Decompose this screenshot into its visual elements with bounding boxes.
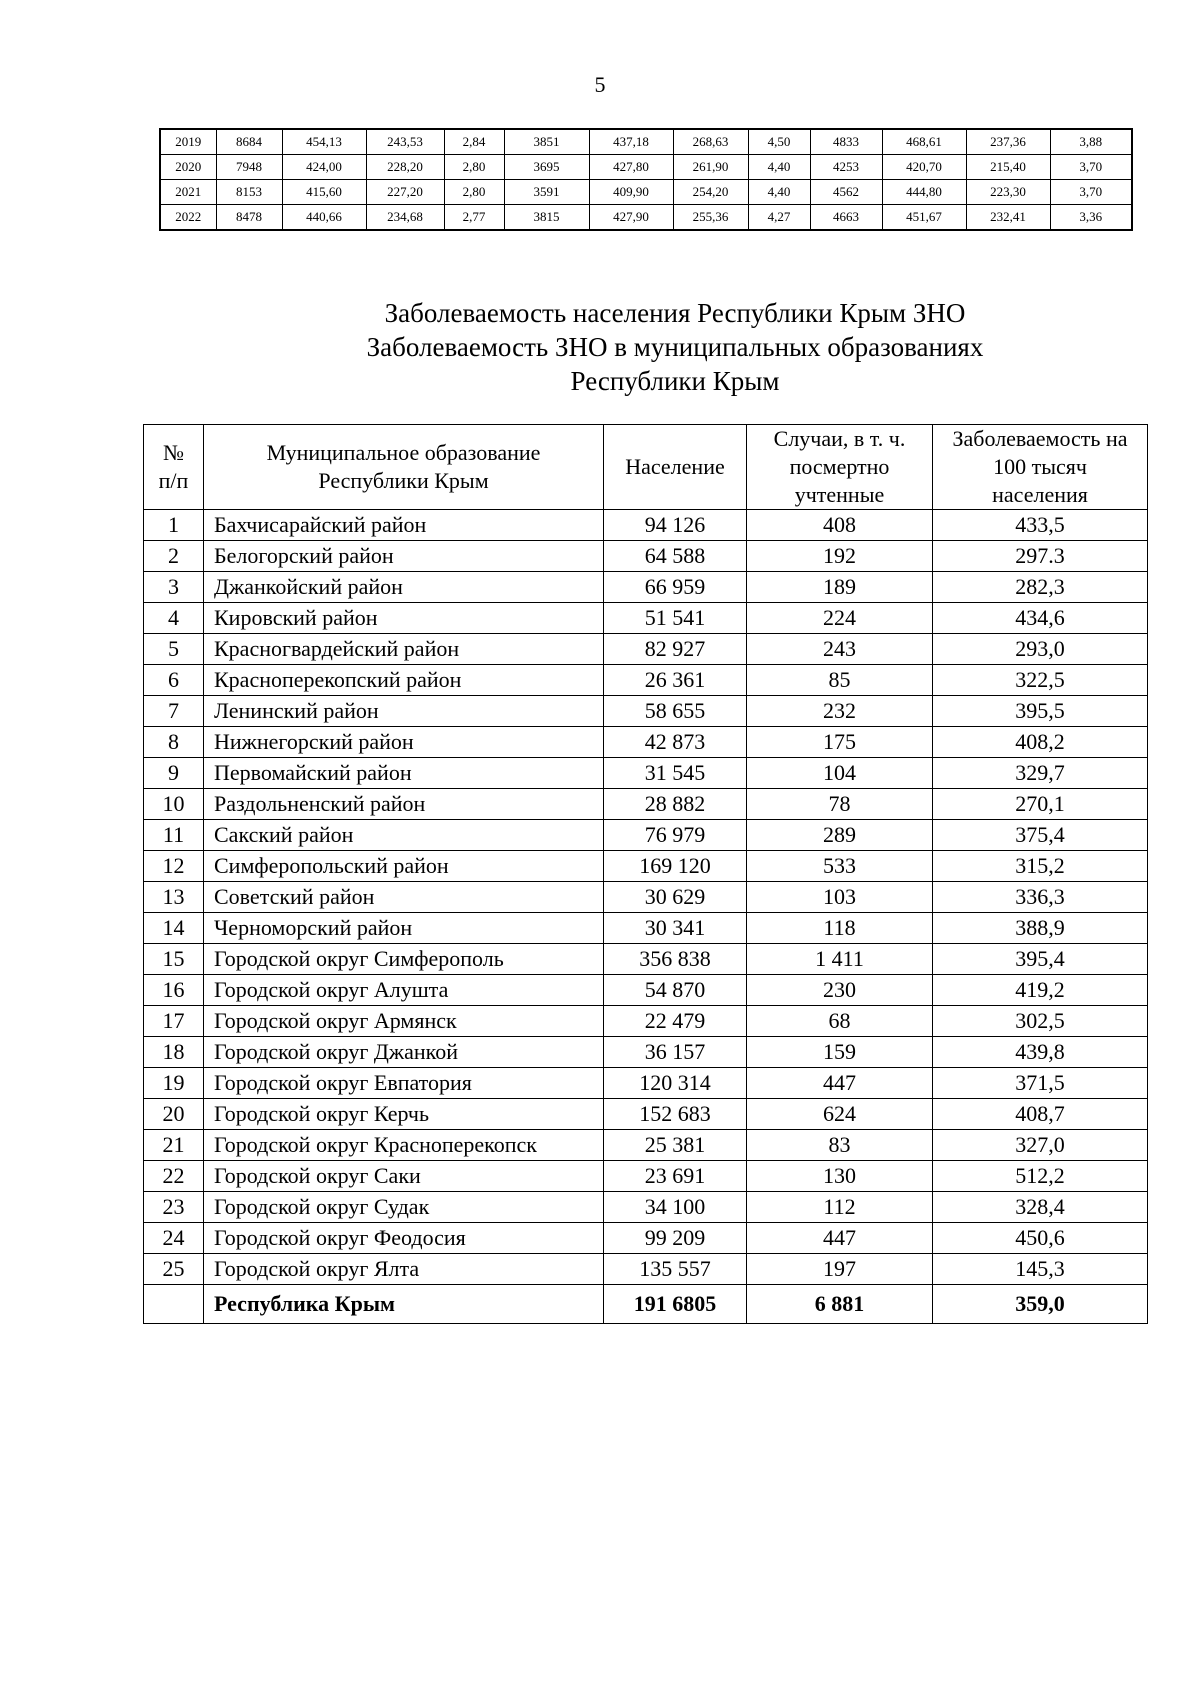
- cases-cell: 289: [747, 820, 933, 851]
- header-cases: Случаи, в т. ч. посмертно учтенные: [747, 425, 933, 510]
- row-number-cell: 11: [144, 820, 204, 851]
- cases-cell: 68: [747, 1006, 933, 1037]
- rate-cell: 315,2: [933, 851, 1148, 882]
- table-cell: 4833: [810, 129, 882, 155]
- total-cases-cell: 6 881: [747, 1285, 933, 1324]
- cases-cell: 243: [747, 634, 933, 665]
- cases-cell: 447: [747, 1068, 933, 1099]
- row-number-cell: 8: [144, 727, 204, 758]
- table-cell: 223,30: [966, 180, 1050, 205]
- row-number-cell: 5: [144, 634, 204, 665]
- table-row: [144, 572, 1148, 603]
- rate-cell: 297.3: [933, 541, 1148, 572]
- total-row: [144, 1285, 1148, 1324]
- cases-cell: 408: [747, 510, 933, 541]
- table-cell: 3,88: [1050, 129, 1132, 155]
- municipal-incidence-body: [144, 510, 1148, 1324]
- rate-cell: 408,2: [933, 727, 1148, 758]
- table-cell: 4253: [810, 155, 882, 180]
- rate-cell: 328,4: [933, 1192, 1148, 1223]
- total-row-number-cell: [144, 1285, 204, 1324]
- table-row: [144, 665, 1148, 696]
- cases-cell: 232: [747, 696, 933, 727]
- table-row: [144, 541, 1148, 572]
- rate-cell: 270,1: [933, 789, 1148, 820]
- table-cell: 420,70: [882, 155, 966, 180]
- municipality-cell: Городской округ Евпатория: [204, 1068, 604, 1099]
- heading-line-3: Республики Крым: [570, 366, 780, 396]
- table-cell: 451,67: [882, 205, 966, 231]
- cases-cell: 192: [747, 541, 933, 572]
- table-cell: 2,77: [444, 205, 504, 231]
- municipality-cell: Советский район: [204, 882, 604, 913]
- cases-cell: 1 411: [747, 944, 933, 975]
- rate-cell: 375,4: [933, 820, 1148, 851]
- table-cell: 261,90: [673, 155, 748, 180]
- row-number-cell: 25: [144, 1254, 204, 1285]
- table-cell: 4663: [810, 205, 882, 231]
- rate-cell: 450,6: [933, 1223, 1148, 1254]
- municipality-cell: Городской округ Судак: [204, 1192, 604, 1223]
- population-cell: 23 691: [604, 1161, 747, 1192]
- cases-cell: 78: [747, 789, 933, 820]
- table-row: [144, 913, 1148, 944]
- cases-cell: 104: [747, 758, 933, 789]
- municipality-cell: Красногвардейский район: [204, 634, 604, 665]
- municipality-cell: Раздольненский район: [204, 789, 604, 820]
- population-cell: 356 838: [604, 944, 747, 975]
- table-cell: 468,61: [882, 129, 966, 155]
- table-row: [144, 820, 1148, 851]
- table-cell: 3815: [504, 205, 589, 231]
- rate-cell: 293,0: [933, 634, 1148, 665]
- population-cell: 76 979: [604, 820, 747, 851]
- heading-line-2: Заболеваемость ЗНО в муниципальных образованиях: [366, 332, 984, 362]
- cases-cell: 159: [747, 1037, 933, 1068]
- table-cell: 2,84: [444, 129, 504, 155]
- row-number-cell: 20: [144, 1099, 204, 1130]
- municipal-incidence-table: [143, 424, 1148, 1324]
- municipality-cell: Бахчисарайский район: [204, 510, 604, 541]
- municipality-cell: Городской округ Красноперекопск: [204, 1130, 604, 1161]
- cases-cell: 624: [747, 1099, 933, 1130]
- table-cell: 415,60: [282, 180, 366, 205]
- table-cell: 237,36: [966, 129, 1050, 155]
- municipality-cell: Сакский район: [204, 820, 604, 851]
- table-cell: 427,90: [589, 205, 673, 231]
- rate-cell: 395,5: [933, 696, 1148, 727]
- cases-cell: 189: [747, 572, 933, 603]
- table-cell: 243,53: [366, 129, 444, 155]
- table-cell: 8478: [216, 205, 282, 231]
- table-cell: 3,36: [1050, 205, 1132, 231]
- row-number-cell: 22: [144, 1161, 204, 1192]
- row-number-cell: 14: [144, 913, 204, 944]
- population-cell: 36 157: [604, 1037, 747, 1068]
- cases-cell: 112: [747, 1192, 933, 1223]
- table-cell: 228,20: [366, 155, 444, 180]
- municipality-cell: Симферопольский район: [204, 851, 604, 882]
- table-row: [144, 1192, 1148, 1223]
- rate-cell: 302,5: [933, 1006, 1148, 1037]
- cases-cell: 118: [747, 913, 933, 944]
- table-cell: 227,20: [366, 180, 444, 205]
- table-cell: 234,68: [366, 205, 444, 231]
- row-number-cell: 3: [144, 572, 204, 603]
- total-population-cell: 191 6805: [604, 1285, 747, 1324]
- row-number-cell: 12: [144, 851, 204, 882]
- row-number-cell: 23: [144, 1192, 204, 1223]
- rate-cell: 434,6: [933, 603, 1148, 634]
- row-number-cell: 13: [144, 882, 204, 913]
- table-cell: 8684: [216, 129, 282, 155]
- population-cell: 30 341: [604, 913, 747, 944]
- population-cell: 51 541: [604, 603, 747, 634]
- total-rate-cell: 359,0: [933, 1285, 1148, 1324]
- rate-cell: 282,3: [933, 572, 1148, 603]
- table-cell: 444,80: [882, 180, 966, 205]
- table-cell: 2022: [160, 205, 216, 231]
- cases-cell: 130: [747, 1161, 933, 1192]
- table-cell: 268,63: [673, 129, 748, 155]
- cases-cell: 83: [747, 1130, 933, 1161]
- population-cell: 22 479: [604, 1006, 747, 1037]
- total-municipality-cell: Республика Крым: [204, 1285, 604, 1324]
- population-cell: 169 120: [604, 851, 747, 882]
- population-cell: 82 927: [604, 634, 747, 665]
- table-cell: 3,70: [1050, 180, 1132, 205]
- table-cell: 437,18: [589, 129, 673, 155]
- row-number-cell: 7: [144, 696, 204, 727]
- table-cell: 2021: [160, 180, 216, 205]
- table-row: [144, 727, 1148, 758]
- rate-cell: 388,9: [933, 913, 1148, 944]
- rate-cell: 419,2: [933, 975, 1148, 1006]
- table-row: [144, 603, 1148, 634]
- table-cell: 424,00: [282, 155, 366, 180]
- table-row: [144, 510, 1148, 541]
- cases-cell: 197: [747, 1254, 933, 1285]
- table-cell: 255,36: [673, 205, 748, 231]
- table-row: [160, 155, 1132, 180]
- table-row: [144, 1223, 1148, 1254]
- page-number: 5: [594, 72, 606, 97]
- table-cell: 2,80: [444, 155, 504, 180]
- table-row: [144, 789, 1148, 820]
- table-row: [144, 1006, 1148, 1037]
- rate-cell: 322,5: [933, 665, 1148, 696]
- table-row: [144, 696, 1148, 727]
- table-cell: 8153: [216, 180, 282, 205]
- table-row: [144, 882, 1148, 913]
- table-cell: 3,70: [1050, 155, 1132, 180]
- municipality-cell: Первомайский район: [204, 758, 604, 789]
- rate-cell: 145,3: [933, 1254, 1148, 1285]
- row-number-cell: 18: [144, 1037, 204, 1068]
- table-row: [144, 944, 1148, 975]
- yearly-stats-body: [160, 129, 1132, 230]
- row-number-cell: 17: [144, 1006, 204, 1037]
- population-cell: 64 588: [604, 541, 747, 572]
- table-row: [144, 1130, 1148, 1161]
- municipality-cell: Черноморский район: [204, 913, 604, 944]
- table-row: [144, 758, 1148, 789]
- table-row: [160, 129, 1132, 155]
- table-row: [144, 851, 1148, 882]
- municipality-cell: Городской округ Саки: [204, 1161, 604, 1192]
- cases-cell: 224: [747, 603, 933, 634]
- municipality-cell: Городской округ Алушта: [204, 975, 604, 1006]
- table-cell: 2020: [160, 155, 216, 180]
- section-heading: [330, 296, 1020, 398]
- table-cell: 4,27: [748, 205, 810, 231]
- municipality-cell: Красноперекопский район: [204, 665, 604, 696]
- rate-cell: 336,3: [933, 882, 1148, 913]
- heading-line-1: Заболеваемость населения Республики Крым ЗНО: [384, 298, 966, 328]
- population-cell: 25 381: [604, 1130, 747, 1161]
- header-rate: Заболеваемость на 100 тысяч населения: [933, 425, 1148, 510]
- row-number-cell: 4: [144, 603, 204, 634]
- table-cell: 409,90: [589, 180, 673, 205]
- population-cell: 31 545: [604, 758, 747, 789]
- municipality-cell: Нижнегорский район: [204, 727, 604, 758]
- table-row: [160, 180, 1132, 205]
- table-cell: 3695: [504, 155, 589, 180]
- row-number-cell: 24: [144, 1223, 204, 1254]
- row-number-cell: 9: [144, 758, 204, 789]
- row-number-cell: 19: [144, 1068, 204, 1099]
- table-cell: 2,80: [444, 180, 504, 205]
- population-cell: 26 361: [604, 665, 747, 696]
- cases-cell: 85: [747, 665, 933, 696]
- population-cell: 42 873: [604, 727, 747, 758]
- yearly-stats-table: [159, 128, 1133, 231]
- row-number-cell: 10: [144, 789, 204, 820]
- population-cell: 34 100: [604, 1192, 747, 1223]
- row-number-cell: 15: [144, 944, 204, 975]
- population-cell: 135 557: [604, 1254, 747, 1285]
- population-cell: 30 629: [604, 882, 747, 913]
- population-cell: 99 209: [604, 1223, 747, 1254]
- table-row: [144, 1254, 1148, 1285]
- table-cell: 440,66: [282, 205, 366, 231]
- cases-cell: 533: [747, 851, 933, 882]
- table-cell: 232,41: [966, 205, 1050, 231]
- cases-cell: 175: [747, 727, 933, 758]
- table-cell: 3591: [504, 180, 589, 205]
- row-number-cell: 6: [144, 665, 204, 696]
- municipality-cell: Кировский район: [204, 603, 604, 634]
- table-header-row: [144, 425, 1148, 510]
- cases-cell: 447: [747, 1223, 933, 1254]
- table-cell: 215,40: [966, 155, 1050, 180]
- rate-cell: 395,4: [933, 944, 1148, 975]
- municipality-cell: Ленинский район: [204, 696, 604, 727]
- municipality-cell: Белогорский район: [204, 541, 604, 572]
- municipality-cell: Городской округ Джанкой: [204, 1037, 604, 1068]
- row-number-cell: 21: [144, 1130, 204, 1161]
- table-cell: 4,40: [748, 155, 810, 180]
- municipality-cell: Джанкойский район: [204, 572, 604, 603]
- row-number-cell: 16: [144, 975, 204, 1006]
- municipality-cell: Городской округ Керчь: [204, 1099, 604, 1130]
- municipality-cell: Городской округ Ялта: [204, 1254, 604, 1285]
- table-row: [144, 1099, 1148, 1130]
- header-number: № п/п: [144, 425, 204, 510]
- table-row: [144, 975, 1148, 1006]
- cases-cell: 230: [747, 975, 933, 1006]
- population-cell: 28 882: [604, 789, 747, 820]
- table-cell: 427,80: [589, 155, 673, 180]
- table-cell: 4562: [810, 180, 882, 205]
- rate-cell: 433,5: [933, 510, 1148, 541]
- rate-cell: 408,7: [933, 1099, 1148, 1130]
- header-municipality: Муниципальное образование Республики Крым: [204, 425, 604, 510]
- population-cell: 66 959: [604, 572, 747, 603]
- municipality-cell: Городской округ Армянск: [204, 1006, 604, 1037]
- header-population: Население: [604, 425, 747, 510]
- table-row: [144, 1161, 1148, 1192]
- table-row: [160, 205, 1132, 231]
- municipality-cell: Городской округ Симферополь: [204, 944, 604, 975]
- population-cell: 152 683: [604, 1099, 747, 1130]
- population-cell: 120 314: [604, 1068, 747, 1099]
- table-cell: 4,50: [748, 129, 810, 155]
- table-cell: 7948: [216, 155, 282, 180]
- table-cell: 3851: [504, 129, 589, 155]
- table-cell: 254,20: [673, 180, 748, 205]
- rate-cell: 512,2: [933, 1161, 1148, 1192]
- table-cell: 4,40: [748, 180, 810, 205]
- population-cell: 58 655: [604, 696, 747, 727]
- population-cell: 54 870: [604, 975, 747, 1006]
- table-cell: 2019: [160, 129, 216, 155]
- rate-cell: 371,5: [933, 1068, 1148, 1099]
- municipality-cell: Городской округ Феодосия: [204, 1223, 604, 1254]
- table-cell: 454,13: [282, 129, 366, 155]
- rate-cell: 327,0: [933, 1130, 1148, 1161]
- cases-cell: 103: [747, 882, 933, 913]
- table-row: [144, 1068, 1148, 1099]
- table-row: [144, 1037, 1148, 1068]
- row-number-cell: 1: [144, 510, 204, 541]
- rate-cell: 329,7: [933, 758, 1148, 789]
- rate-cell: 439,8: [933, 1037, 1148, 1068]
- population-cell: 94 126: [604, 510, 747, 541]
- table-row: [144, 634, 1148, 665]
- row-number-cell: 2: [144, 541, 204, 572]
